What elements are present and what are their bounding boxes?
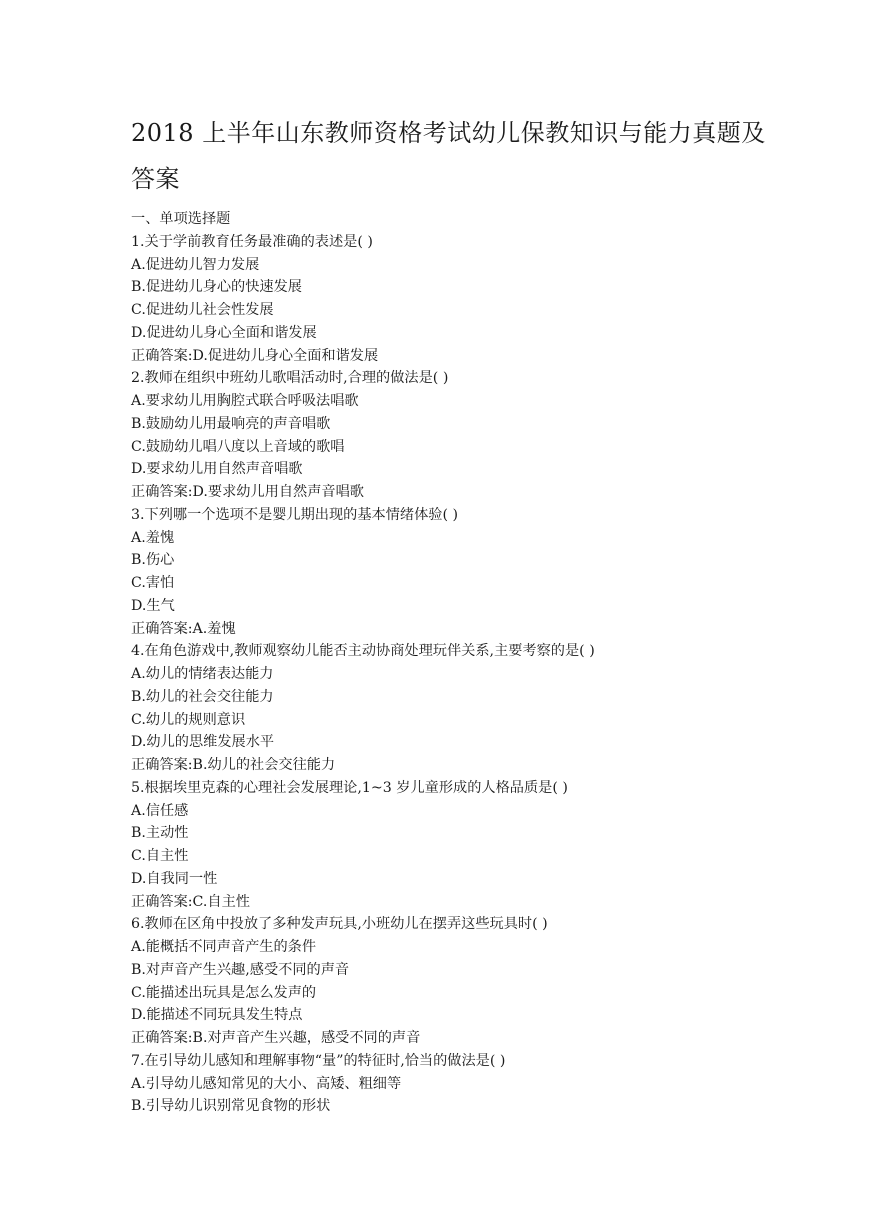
- option-line: D.能描述不同玩具发生特点: [131, 1007, 303, 1024]
- answer-line: 正确答案:D.促进幼儿身心全面和谐发展: [131, 347, 379, 364]
- option-line: B.伤心: [131, 552, 175, 569]
- section-heading: 一、单项选择题: [131, 211, 231, 227]
- option-line: B.主动性: [131, 825, 189, 842]
- option-line: C.能描述出玩具是怎么发声的: [131, 984, 317, 1001]
- option-line: D.要求幼儿用自然声音唱歌: [131, 461, 303, 478]
- title-line-2: 答案: [131, 165, 180, 193]
- question-line: 1.关于学前教育任务最准确的表述是( ): [131, 233, 373, 250]
- option-line: D.自我同一性: [131, 870, 218, 887]
- answer-line: 正确答案:A.羞愧: [131, 620, 236, 637]
- question-line: 6.教师在区角中投放了多种发声玩具,小班幼儿在摆弄这些玩具时( ): [131, 916, 548, 933]
- option-line: A.引导幼儿感知常见的大小、高矮、粗细等: [131, 1075, 402, 1092]
- question-line: 2.教师在组织中班幼儿歌唱活动时,合理的做法是( ): [131, 370, 449, 387]
- title-line-1: 2018 上半年山东教师资格考试幼儿保教知识与能力真题及: [131, 119, 766, 147]
- option-line: A.幼儿的情绪表达能力: [131, 666, 274, 682]
- option-line: A.促进幼儿智力发展: [131, 256, 260, 273]
- option-line: B.引导幼儿识别常见食物的形状: [131, 1098, 331, 1115]
- option-line: C.自主性: [131, 848, 189, 864]
- answer-line: 正确答案:D.要求幼儿用自然声音唱歌: [131, 484, 364, 500]
- option-line: A.羞愧: [131, 529, 175, 546]
- option-line: A.要求幼儿用胸腔式联合呼吸法唱歌: [131, 393, 359, 409]
- option-line: A.信任感: [131, 802, 189, 819]
- question-line: 3.下列哪一个选项不是婴儿期出现的基本情绪体验( ): [131, 506, 459, 523]
- question-line: 4.在角色游戏中,教师观察幼儿能否主动协商处理玩伴关系,主要考察的是( ): [131, 643, 595, 660]
- option-line: B.幼儿的社会交往能力: [131, 688, 274, 705]
- answer-line: 正确答案:B.幼儿的社会交往能力: [131, 757, 336, 773]
- option-line: C.害怕: [131, 575, 175, 591]
- option-line: D.幼儿的思维发展水平: [131, 734, 275, 751]
- option-line: C.鼓励幼儿唱八度以上音域的歌唱: [131, 438, 345, 455]
- option-line: B.对声音产生兴趣,感受不同的声音: [131, 961, 350, 978]
- question-line: 7.在引导幼儿感知和理解事物“量”的特征时,恰当的做法是( ): [131, 1052, 506, 1069]
- option-line: B.促进幼儿身心的快速发展: [131, 279, 302, 296]
- answer-line: 正确答案:B.对声音产生兴趣，感受不同的声音: [131, 1030, 421, 1046]
- option-line: C.幼儿的规则意识: [131, 711, 246, 728]
- document-title: [131, 0, 809, 202]
- option-line: B.鼓励幼儿用最响亮的声音唱歌: [131, 415, 331, 432]
- option-line: C.促进幼儿社会性发展: [131, 302, 274, 318]
- option-line: D.促进幼儿身心全面和谐发展: [131, 324, 317, 341]
- option-line: D.生气: [131, 597, 175, 614]
- question-line: 5.根据埃里克森的心理社会发展理论,1~3 岁儿童形成的人格品质是( ): [131, 779, 568, 796]
- document-body: [131, 208, 809, 1118]
- question-list: [131, 231, 809, 1118]
- answer-line: 正确答案:C.自主性: [131, 893, 250, 910]
- option-line: A.能概括不同声音产生的条件: [131, 939, 317, 955]
